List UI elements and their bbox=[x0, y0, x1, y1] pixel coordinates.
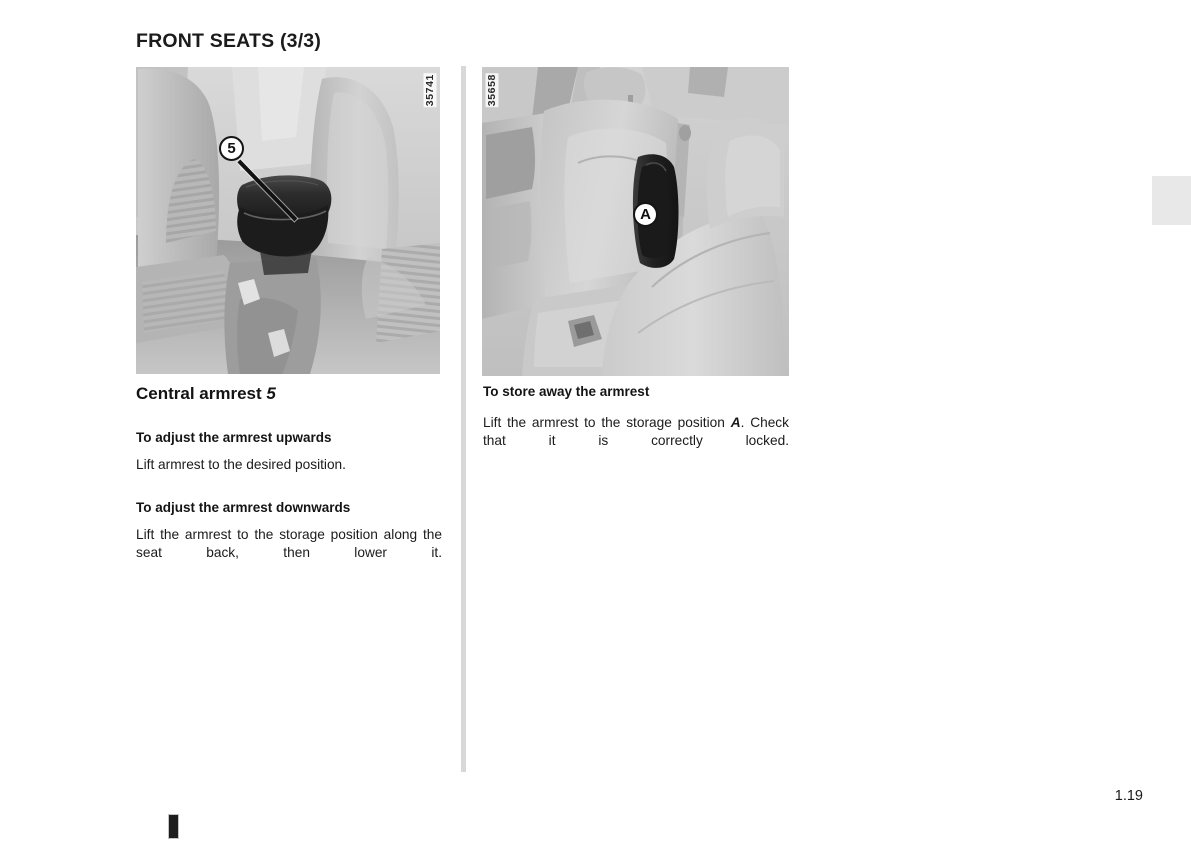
column-divider bbox=[461, 66, 466, 772]
figure-armrest-lowered bbox=[136, 67, 440, 374]
page-title: FRONT SEATS (3/3) bbox=[136, 30, 322, 52]
figure-armrest-stowed bbox=[482, 67, 789, 376]
left-text-column bbox=[136, 383, 442, 580]
figure-armrest-lowered-image bbox=[136, 67, 440, 374]
body-text-position-ref: A bbox=[730, 414, 741, 430]
subsection-title-adjust-downwards: To adjust the armrest downwards bbox=[136, 500, 351, 516]
section-title bbox=[136, 383, 442, 404]
subsection-title-adjust-upwards: To adjust the armrest upwards bbox=[136, 430, 332, 446]
page-number: 1.19 bbox=[1114, 788, 1143, 804]
body-text-adjust-upwards: Lift armrest to the desired position. bbox=[136, 456, 346, 472]
spacer bbox=[136, 474, 442, 499]
chapter-edge-tab bbox=[1152, 176, 1191, 225]
subsection-title-store-away: To store away the armrest bbox=[483, 384, 650, 399]
spacer bbox=[483, 401, 789, 414]
right-text-column bbox=[483, 383, 789, 468]
body-text-adjust-downwards: Lift the armrest to the storage position along the seat back, then lower it. bbox=[136, 526, 442, 560]
body-text-part2: . Check that it is correctly locked. bbox=[483, 414, 789, 448]
section-title-text: Central armrest bbox=[136, 384, 267, 403]
spacer bbox=[136, 404, 442, 429]
spacer bbox=[136, 517, 442, 526]
footer-registration-mark bbox=[168, 814, 179, 839]
callout-marker-a: A bbox=[633, 202, 658, 227]
figure-reference-code: 35741 bbox=[423, 74, 436, 107]
body-text-store-away bbox=[483, 414, 789, 469]
callout-marker-5: 5 bbox=[219, 136, 244, 161]
section-title-number: 5 bbox=[266, 384, 276, 403]
spacer bbox=[136, 447, 442, 456]
body-text-part1: Lift the armrest to the storage position bbox=[483, 414, 731, 430]
figure-reference-code: 35658 bbox=[486, 74, 498, 107]
